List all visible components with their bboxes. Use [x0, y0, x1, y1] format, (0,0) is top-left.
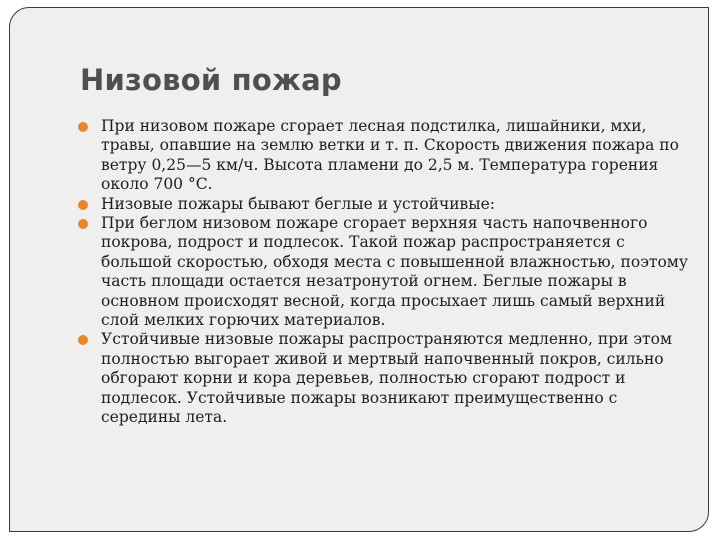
- bullet-list: [78, 117, 688, 428]
- circle-bullet-icon: [78, 122, 88, 132]
- circle-bullet-icon: [78, 200, 88, 210]
- bullet-item-4: [78, 330, 688, 427]
- bullet-text-3: При беглом низовом пожаре сгорает верхняя часть напочвенного покрова, подрост и подлесок. Такой пожар распространяется с большой скоростью, обходя места с повышенной влажностью, поэтому часть площади остается незатронутой огнем. Беглые пожары в основном происходят весной, когда просыхает лишь самый верхний слой мелких горючих материалов.: [101, 214, 688, 330]
- bullet-item-1: [78, 117, 688, 195]
- bullet-text-4: Устойчивые низовые пожары распространяются медленно, при этом полностью выгорает живой и мертвый напочвенный покров, сильно обгорают корни и кора деревьев, полностью сгорают подрост и подлесок. Устойчивые пожары возникают преимущественно с середины лета.: [101, 330, 673, 427]
- bullet-item-3: [78, 214, 688, 330]
- circle-bullet-icon: [78, 335, 88, 345]
- slide-title: Низовой пожар: [80, 63, 342, 97]
- bullet-text-2: Низовые пожары бывают беглые и устойчивые:: [101, 194, 496, 213]
- circle-bullet-icon: [78, 219, 88, 229]
- bullet-item-2: [78, 195, 688, 214]
- bullet-text-1: При низовом пожаре сгорает лесная подстилка, лишайники, мхи, травы, опавшие на землю ветки и т. п. Скорость движения пожара по ветру 0,25—5 км/ч. Высота пламени до 2,5 м. Температура горения около 700 °С.: [101, 117, 679, 194]
